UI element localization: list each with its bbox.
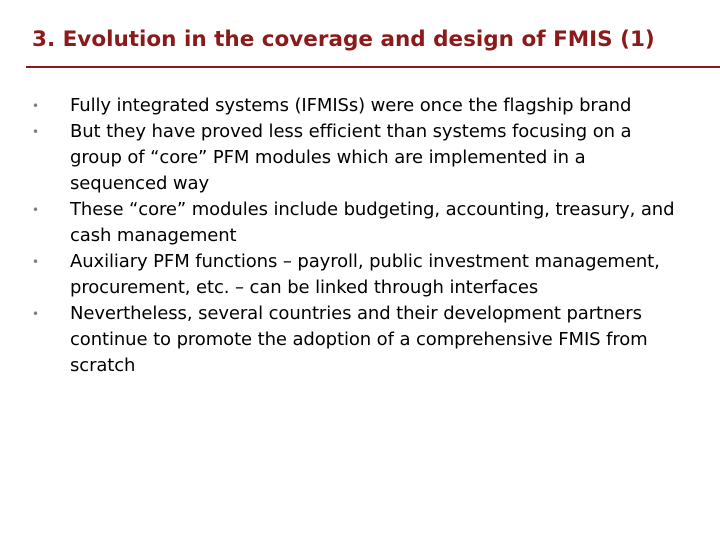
bullet-text: Auxiliary PFM functions – payroll, public investment management, procurement, etc. – can be linked through interfaces <box>70 251 660 298</box>
bullet-item <box>32 249 682 301</box>
bullet-text: These “core” modules include budgeting, accounting, treasury, and cash management <box>70 199 675 246</box>
bullet-text: But they have proved less efficient than systems focusing on a group of “core” PFM modules which are implemented in a sequenced way <box>70 121 632 194</box>
slide-title: 3. Evolution in the coverage and design of FMIS (1) <box>32 27 655 52</box>
bullet-icon: • <box>32 125 39 139</box>
bullet-text: Fully integrated systems (IFMISs) were once the flagship brand <box>70 95 632 116</box>
bullet-icon: • <box>32 99 39 113</box>
bullet-item <box>32 119 682 197</box>
bullet-list <box>32 93 682 379</box>
bullet-item <box>32 93 682 119</box>
title-underline <box>26 66 720 68</box>
bullet-icon: • <box>32 203 39 217</box>
bullet-item <box>32 197 682 249</box>
bullet-item <box>32 301 682 379</box>
bullet-icon: • <box>32 307 39 321</box>
bullet-icon: • <box>32 255 39 269</box>
bullet-text: Nevertheless, several countries and their development partners continue to promote the adoption of a comprehensive FMIS from scratch <box>70 303 648 376</box>
